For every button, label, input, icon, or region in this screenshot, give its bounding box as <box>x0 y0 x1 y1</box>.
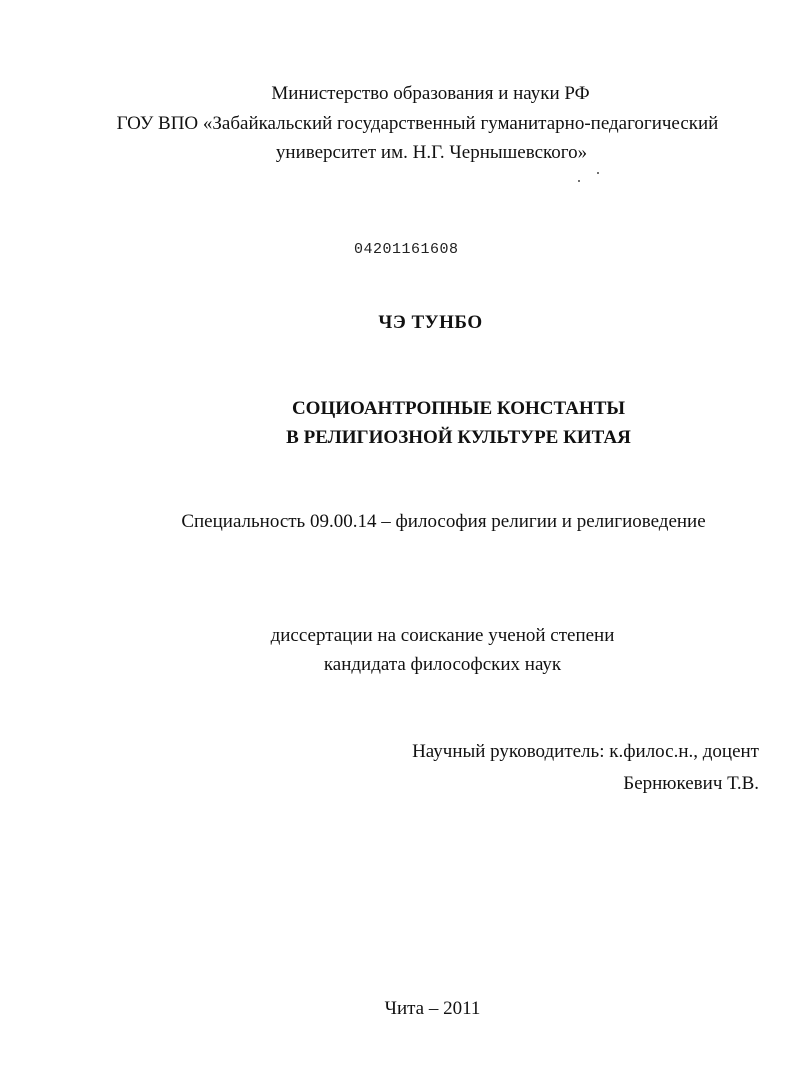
city-year: Чита – 2011 <box>384 998 481 1019</box>
dissertation-title-line2: В РЕЛИГИОЗНОЙ КУЛЬТУРЕ КИТАЯ <box>286 427 631 448</box>
scan-speck <box>578 180 580 182</box>
university-name-line2: университет им. Н.Г. Чернышевского» <box>275 142 588 163</box>
degree-line1: диссертации на соискание ученой степени <box>270 625 615 646</box>
degree-line2: кандидата философских наук <box>323 654 562 675</box>
author-name: ЧЭ ТУНБО <box>378 312 483 333</box>
advisor-name: Бернюкевич Т.В. <box>623 773 759 794</box>
ministry-name: Министерство образования и науки РФ <box>271 83 590 104</box>
dissertation-title-line1: СОЦИОАНТРОПНЫЕ КОНСТАНТЫ <box>291 398 626 419</box>
scan-speck <box>597 172 599 174</box>
specialty: Специальность 09.00.14 – философия религии и религиоведение <box>181 511 706 532</box>
advisor-title: Научный руководитель: к.филос.н., доцент <box>412 741 759 762</box>
document-number: 04201161608 <box>354 241 459 258</box>
university-name-line1: ГОУ ВПО «Забайкальский государственный гуманитарно-педагогический <box>116 113 719 134</box>
